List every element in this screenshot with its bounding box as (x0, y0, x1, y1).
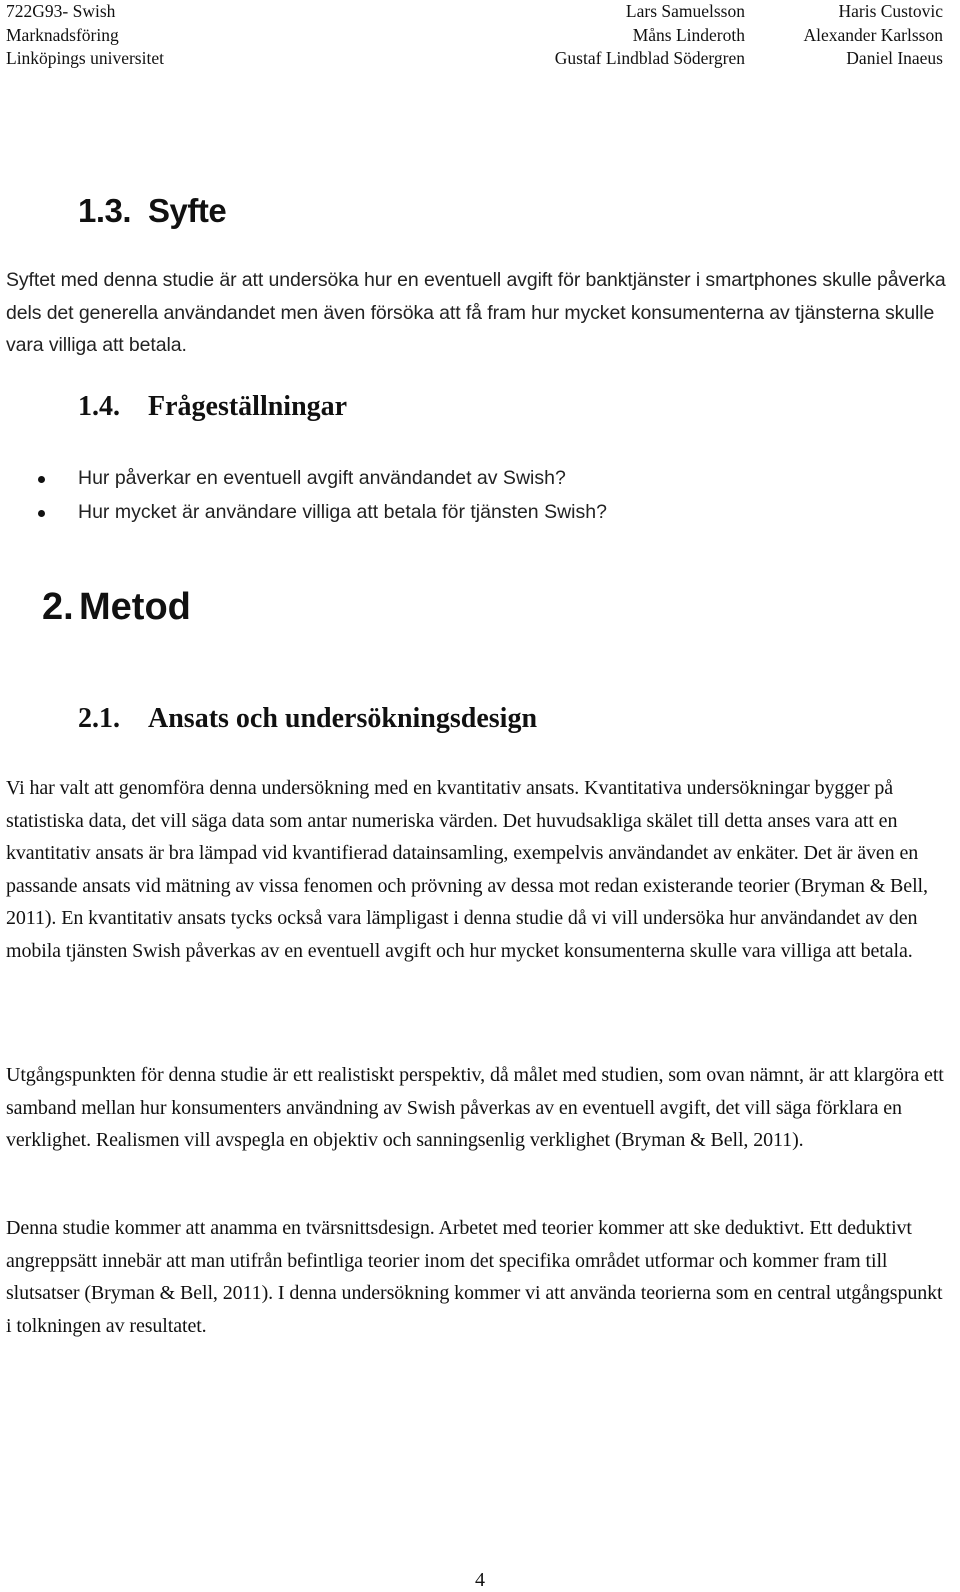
header-author: Lars Samuelsson (625, 1, 745, 21)
heading-title: Frågeställningar (148, 391, 348, 422)
header-author: Måns Linderoth (632, 24, 745, 45)
header-author: Gustaf Lindblad Södergren (554, 48, 745, 68)
heading-title: Ansats och undersökningsdesign (148, 703, 538, 734)
bullet-icon (38, 476, 45, 483)
ansats-paragraph-3: Denna studie kommer att anamma en tvärsnittsdesign. Arbetet med teorier kommer att ske deduktivt. Ett deduktivt angreppsätt innebär att man utifrån befintliga teorier inom det specifika området utformar och kommer fram till slutsatser (Bryman & Bell, 2011). I denna undersökning kommer vi att använda teorierna som en central utgångspunkt i tolkningen av resultatet. (6, 1217, 943, 1337)
list-item (38, 461, 607, 495)
question-text: Hur påverkar en eventuell avgift användandet av Swish? (78, 467, 566, 489)
header-author: Alexander Karlsson (803, 24, 943, 45)
heading-number: 1.3. (78, 192, 132, 229)
question-list (38, 461, 607, 529)
heading-metod (42, 584, 191, 630)
page-number: 4 (475, 1569, 485, 1591)
header-author: Daniel Inaeus (846, 48, 943, 68)
page-header (0, 0, 960, 72)
heading-number: 2. (42, 586, 74, 628)
heading-number: 2.1. (78, 703, 120, 734)
header-author: Haris Custovic (838, 1, 943, 21)
question-text: Hur mycket är användare villiga att betala för tjänsten Swish? (78, 501, 607, 523)
syfte-paragraph: Syftet med denna studie är att undersöka hur en eventuell avgift för banktjänster i smartphones skulle påverka dels det generella användandet men även försöka att få fram hur mycket konsumenterna av tjänsterna skulle vara villiga att betala. (6, 269, 946, 356)
header-authors-2 (804, 0, 943, 71)
header-subject: Marknadsföring (6, 24, 119, 45)
heading-ansats (78, 701, 537, 737)
header-course-code: 722G93- Swish (6, 1, 116, 21)
heading-title: Metod (79, 586, 191, 628)
bullet-icon (38, 510, 45, 517)
heading-number: 1.4. (78, 391, 120, 422)
heading-title: Syfte (148, 192, 227, 229)
heading-fragestallningar (78, 389, 347, 425)
header-authors-1 (555, 0, 745, 71)
heading-syfte (78, 190, 226, 232)
ansats-paragraph-1: Vi har valt att genomföra denna undersökning med en kvantitativ ansats. Kvantitativa undersökningar bygger på statistiska data, det vill säga data som antar numeriska värden. Det huvudsakliga skälet till detta anses vara att en kvantitativ ansats är bra lämpad vid kvantifierad datainsamling, exempelvis användandet av enkäter. Det är även en passande ansats vid mätning av vissa fenomen och prövning av dessa mot redan existerande teorier (Bryman & Bell, 2011). En kvantitativ ansats tycks också vara lämpligast i denna studie då vi vill undersöka hur användandet av den mobila tjänsten Swish påverkas av en eventuell avgift och hur mycket konsumenterna skulle vara villiga att betala. (6, 777, 928, 962)
header-course-info (6, 0, 164, 71)
list-item (38, 495, 607, 529)
ansats-paragraph-2: Utgångspunkten för denna studie är ett realistiskt perspektiv, då målet med studien, som ovan nämnt, är att klargöra ett samband mellan hur konsumenters användning av Swish påverkas av en eventuell avgift, det vill säga förklara en verklighet. Realismen vill avspegla en objektiv och sanningsenlig verklighet (Bryman & Bell, 2011). (6, 1064, 944, 1151)
header-university: Linköpings universitet (6, 48, 164, 68)
